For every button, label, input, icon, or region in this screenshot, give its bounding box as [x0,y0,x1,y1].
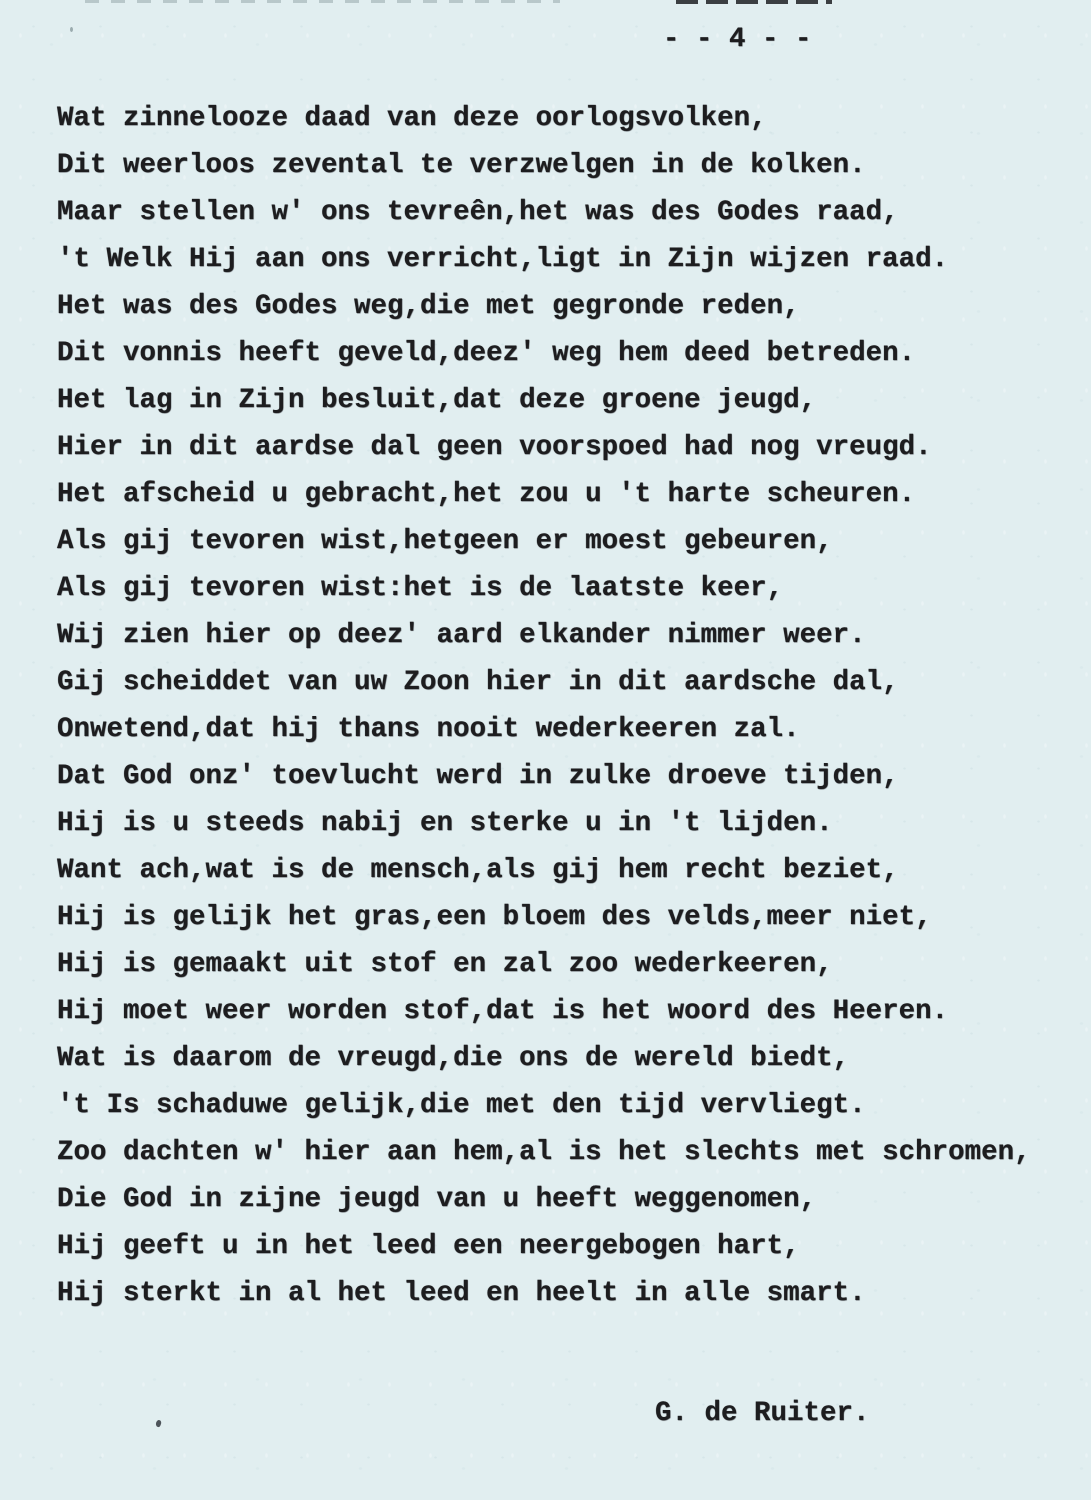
poem-line: Het lag in Zijn besluit,dat deze groene jeugd, [57,385,817,416]
poem-line: Hij is gelijk het gras,een bloem des velds,meer niet, [57,902,932,933]
poem-line: Hij geeft u in het leed een neergebogen hart, [57,1231,800,1262]
signature: G. de Ruiter. [655,1398,870,1429]
scan-edge-artifact [85,0,560,3]
poem-body [57,95,1067,1317]
poem-line: Dit vonnis heeft geveld,deez' weg hem deed betreden. [57,338,916,369]
poem-line: 't Welk Hij aan ons verricht,ligt in Zijn wijzen raad. [57,244,949,275]
poem-line: Wij zien hier op deez' aard elkander nimmer weer. [57,620,866,651]
poem-line: Die God in zijne jeugd van u heeft weggenomen, [57,1184,817,1215]
poem-line: Hier in dit aardse dal geen voorspoed had nog vreugd. [57,432,932,463]
poem-line: Hij sterkt in al het leed en heelt in alle smart. [57,1278,866,1309]
poem-line: Dat God onz' toevlucht werd in zulke droeve tijden, [57,761,899,792]
poem-line: Hij is gemaakt uit stof en zal zoo wederkeeren, [57,949,833,980]
scan-edge-artifact [676,0,832,4]
poem-line: Gij scheiddet van uw Zoon hier in dit aardsche dal, [57,667,899,698]
poem-line: Want ach,wat is de mensch,als gij hem recht beziet, [57,855,899,886]
poem-line: Als gij tevoren wist,hetgeen er moest gebeuren, [57,526,833,557]
poem-line: Onwetend,dat hij thans nooit wederkeeren zal. [57,714,800,745]
poem-line: Hij moet weer worden stof,dat is het woord des Heeren. [57,996,949,1027]
poem-line: 't Is schaduwe gelijk,die met den tijd vervliegt. [57,1090,866,1121]
poem-line: Hij is u steeds nabij en sterke u in 't lijden. [57,808,833,839]
poem-line: Wat zinnelooze daad van deze oorlogsvolken, [57,103,767,134]
poem-line: Maar stellen w' ons tevreên,het was des Godes raad, [57,197,899,228]
ink-speck [155,1419,162,1427]
poem-line: Dit weerloos zevental te verzwelgen in de kolken. [57,150,866,181]
poem-line: Zoo dachten w' hier aan hem,al is het slechts met schromen, [57,1137,1031,1168]
poem-line: Als gij tevoren wist:het is de laatste keer, [57,573,784,604]
page-number: - - 4 - - [663,24,812,55]
ink-speck [70,27,73,32]
poem-line: Het afscheid u gebracht,het zou u 't harte scheuren. [57,479,916,510]
poem-line: Het was des Godes weg,die met gegronde reden, [57,291,800,322]
poem-line: Wat is daarom de vreugd,die ons de wereld biedt, [57,1043,850,1074]
